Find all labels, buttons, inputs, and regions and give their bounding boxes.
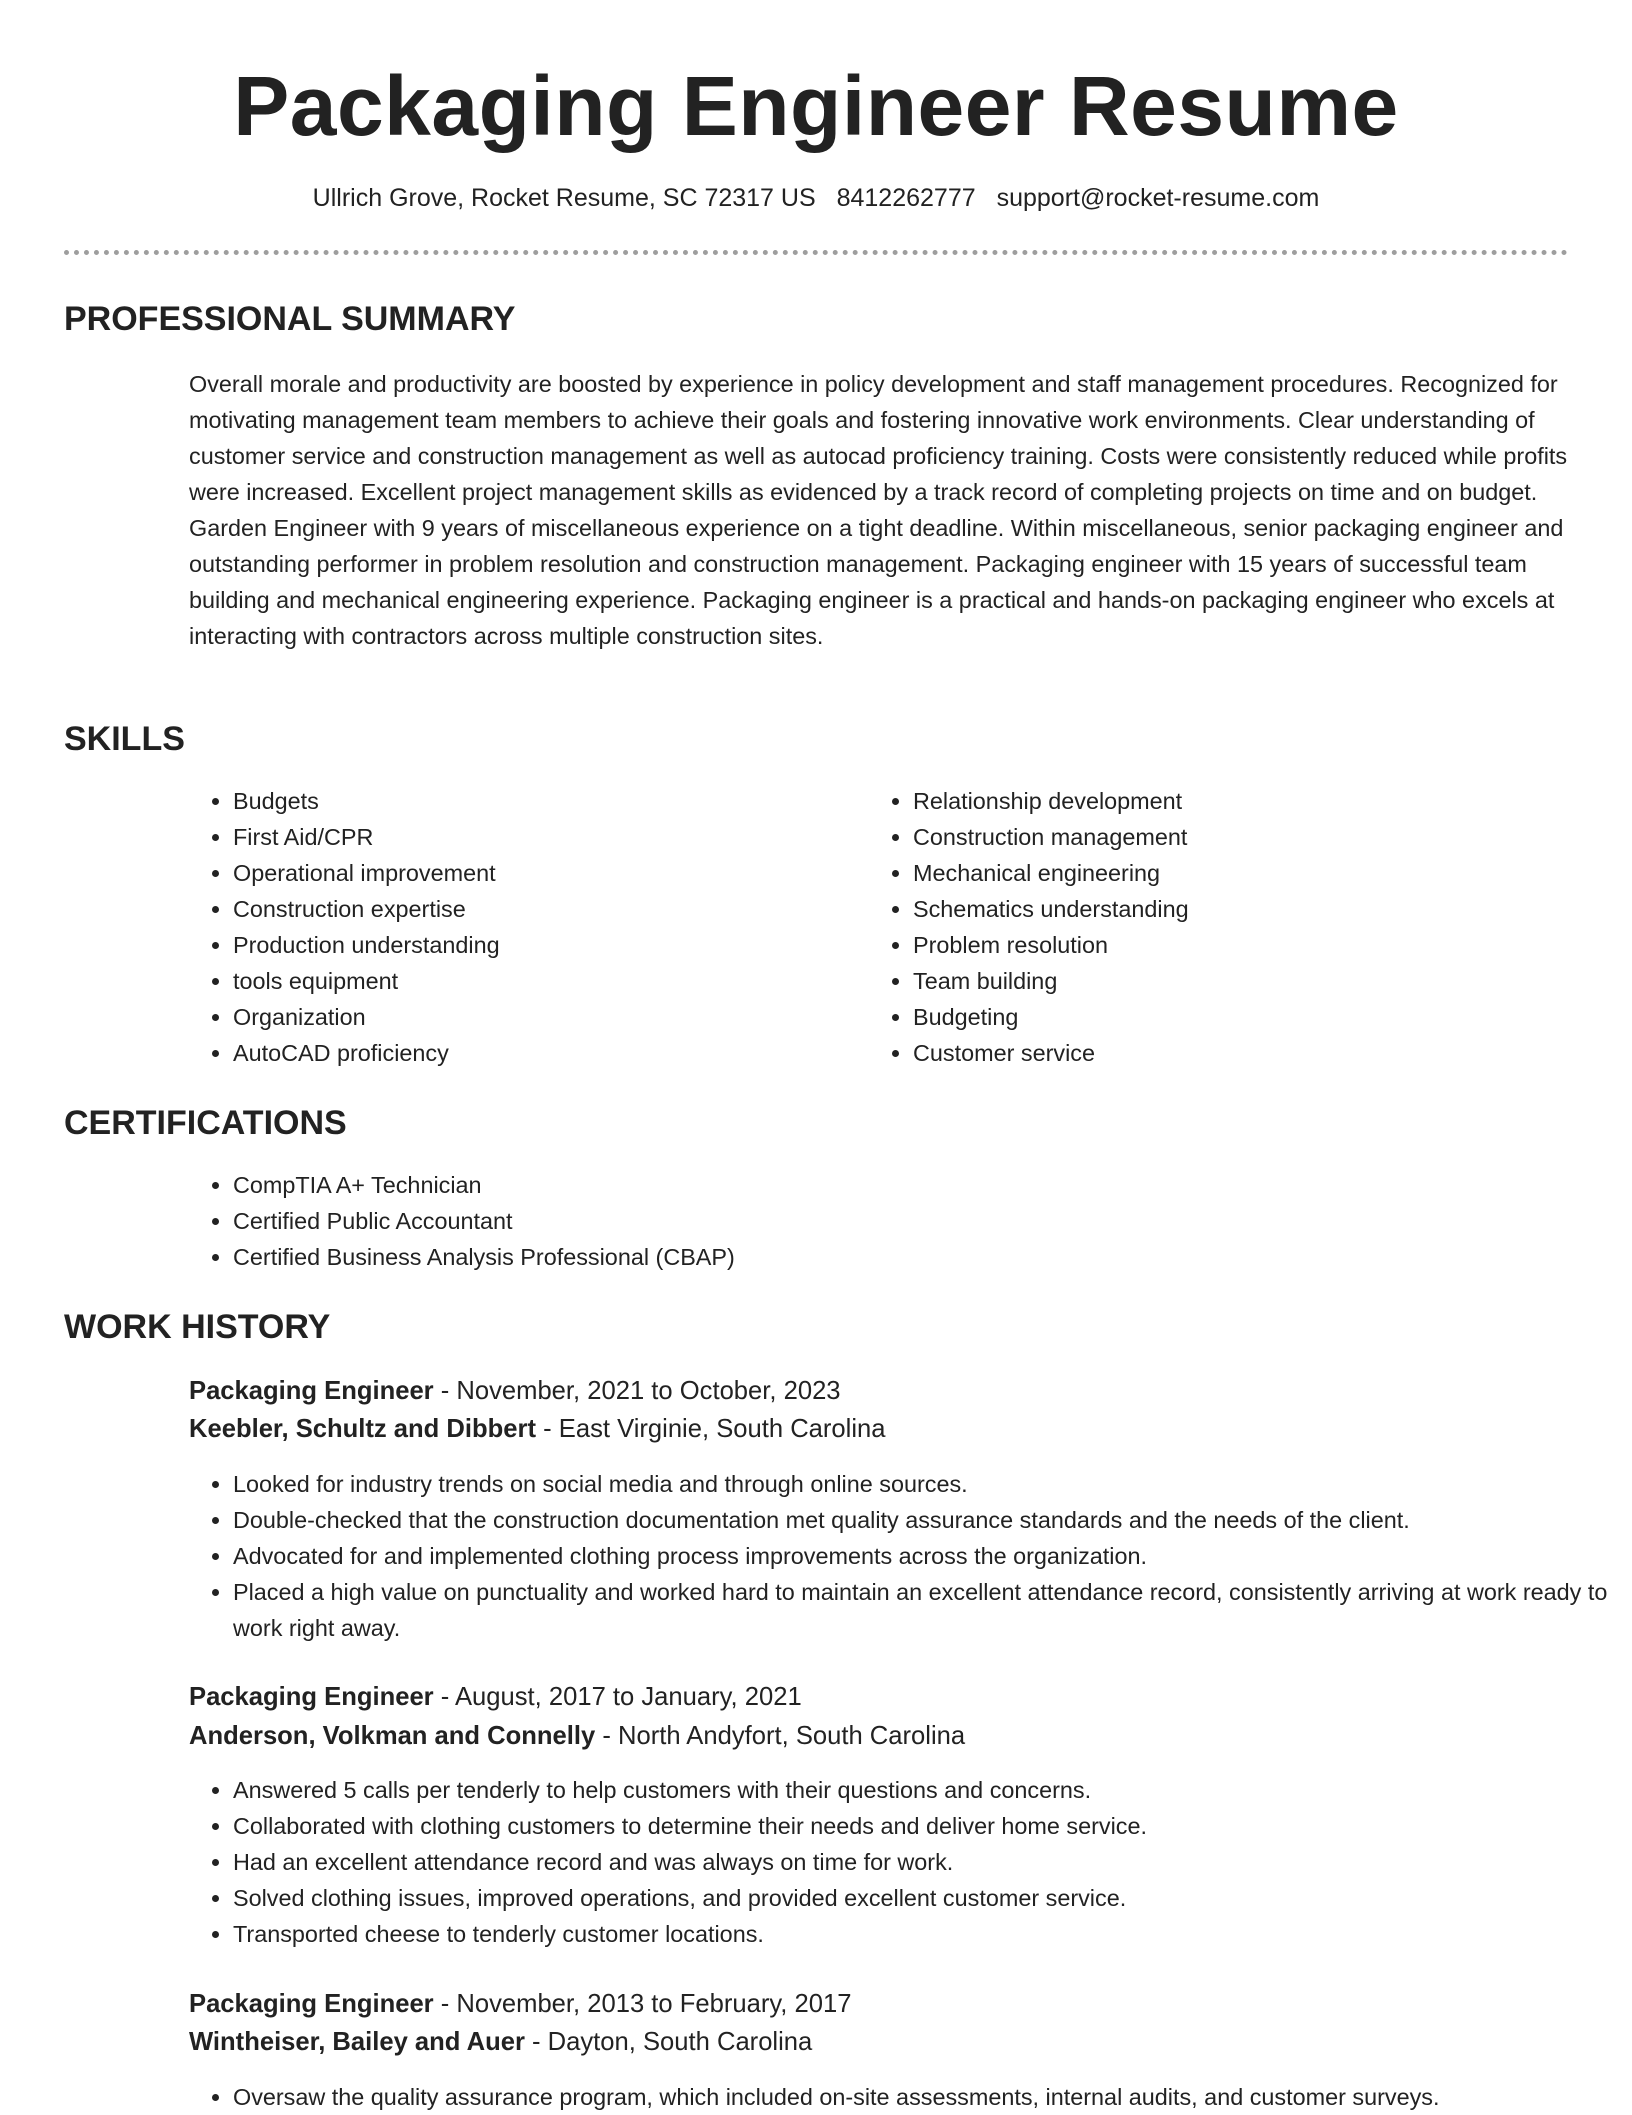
skill-item: • Mechanical engineering xyxy=(913,855,1513,891)
skill-item: • First Aid/CPR xyxy=(233,819,833,855)
job-location: - East Virginie, South Carolina xyxy=(536,1415,886,1443)
job-dates: - November, 2013 to February, 2017 xyxy=(433,1990,852,2018)
skill-item: • Construction expertise xyxy=(233,891,833,927)
job-company: Wintheiser, Bailey and Auer xyxy=(189,2028,525,2056)
job-bullets xyxy=(189,1466,1613,1646)
skill-item: • Budgets xyxy=(233,783,833,819)
job-bullet: • Looked for industry trends on social media and through online sources. xyxy=(233,1466,1613,1502)
job-title-line xyxy=(189,1678,802,1716)
contact-address: Ullrich Grove, Rocket Resume, SC 72317 US xyxy=(312,184,816,212)
contact-phone: 8412262777 xyxy=(836,184,976,212)
skill-item: • Operational improvement xyxy=(233,855,833,891)
header-divider xyxy=(64,250,1568,255)
skill-item: • Construction management xyxy=(913,819,1513,855)
job-title: Packaging Engineer xyxy=(189,1683,434,1711)
skill-item: • Customer service xyxy=(913,1035,1513,1071)
skill-item: • Organization xyxy=(233,999,833,1035)
skill-item: • Budgeting xyxy=(913,999,1513,1035)
job-location: - Dayton, South Carolina xyxy=(524,2028,813,2056)
skill-item: • Team building xyxy=(913,963,1513,999)
skill-item: • Schematics understanding xyxy=(913,891,1513,927)
job-bullet: • Collaborated with clothing customers to determine their needs and deliver home service. xyxy=(233,1808,1613,1844)
skills-list-left xyxy=(189,783,833,1071)
job-company-line xyxy=(189,2023,812,2061)
resume-title: Packaging Engineer Resume xyxy=(233,59,1399,153)
job-bullets xyxy=(189,2079,1613,2115)
certification-item: • Certified Business Analysis Professional (CBAP) xyxy=(233,1239,1533,1275)
job-company-line xyxy=(189,1717,965,1755)
skills-list-right xyxy=(869,783,1513,1071)
job-bullet: • Double-checked that the construction documentation met quality assurance standards and the needs of the client. xyxy=(233,1502,1613,1538)
job-title: Packaging Engineer xyxy=(189,1377,434,1405)
job-title-line xyxy=(189,1372,841,1410)
skill-item: • Relationship development xyxy=(913,783,1513,819)
certification-item: • CompTIA A+ Technician xyxy=(233,1167,1533,1203)
job-bullet: • Placed a high value on punctuality and worked hard to maintain an excellent attendance record, consistently arriving at work ready to work right away. xyxy=(233,1574,1613,1646)
job-bullet: • Solved clothing issues, improved operations, and provided excellent customer service. xyxy=(233,1880,1613,1916)
job-bullet: • Answered 5 calls per tenderly to help customers with their questions and concerns. xyxy=(233,1772,1613,1808)
job-bullet: • Advocated for and implemented clothing process improvements across the organization. xyxy=(233,1538,1613,1574)
job-bullet: • Transported cheese to tenderly customer locations. xyxy=(233,1916,1613,1952)
job-dates: - November, 2021 to October, 2023 xyxy=(433,1377,841,1405)
job-bullet: • Oversaw the quality assurance program, which included on-site assessments, internal audits, and customer surveys. xyxy=(233,2079,1613,2115)
summary-heading: PROFESSIONAL SUMMARY xyxy=(64,300,516,338)
job-location: - North Andyfort, South Carolina xyxy=(595,1722,966,1750)
job-title-line xyxy=(189,1985,851,2023)
skill-item: • tools equipment xyxy=(233,963,833,999)
job-bullets xyxy=(189,1772,1613,1952)
certifications-list xyxy=(189,1167,1533,1275)
job-title: Packaging Engineer xyxy=(189,1990,434,2018)
job-bullet: • Had an excellent attendance record and was always on time for work. xyxy=(233,1844,1613,1880)
skills-heading: SKILLS xyxy=(64,720,185,758)
skill-item: • Production understanding xyxy=(233,927,833,963)
job-company: Anderson, Volkman and Connelly xyxy=(189,1722,596,1750)
job-company-line xyxy=(189,1410,886,1448)
certifications-heading: CERTIFICATIONS xyxy=(64,1104,347,1142)
contact-email: support@rocket-resume.com xyxy=(996,184,1320,212)
skill-item: • AutoCAD proficiency xyxy=(233,1035,833,1071)
summary-text: Overall morale and productivity are boosted by experience in policy development and staff management procedures. Recognized for motivating management team members to achieve their goals and fostering innovative work environments. Clear understanding of customer service and construction management as well as autocad proficiency training. Costs were consistently reduced while profits were increased. Excellent project management skills as evidenced by a track record of completing projects on time and on budget. Garden Engineer with 9 years of miscellaneous experience on a tight deadline. Within miscellaneous, senior packaging engineer and outstanding performer in problem resolution and construction management. Packaging engineer with 15 years of successful team building and mechanical engineering experience. Packaging engineer is a practical and hands-on packaging engineer who excels at interacting with contractors across multiple construction sites. xyxy=(189,371,1568,649)
job-dates: - August, 2017 to January, 2021 xyxy=(433,1683,802,1711)
work-history-heading: WORK HISTORY xyxy=(64,1308,331,1346)
contact-line xyxy=(0,181,1632,215)
job-company: Keebler, Schultz and Dibbert xyxy=(189,1415,537,1443)
certification-item: • Certified Public Accountant xyxy=(233,1203,1533,1239)
skill-item: • Problem resolution xyxy=(913,927,1513,963)
